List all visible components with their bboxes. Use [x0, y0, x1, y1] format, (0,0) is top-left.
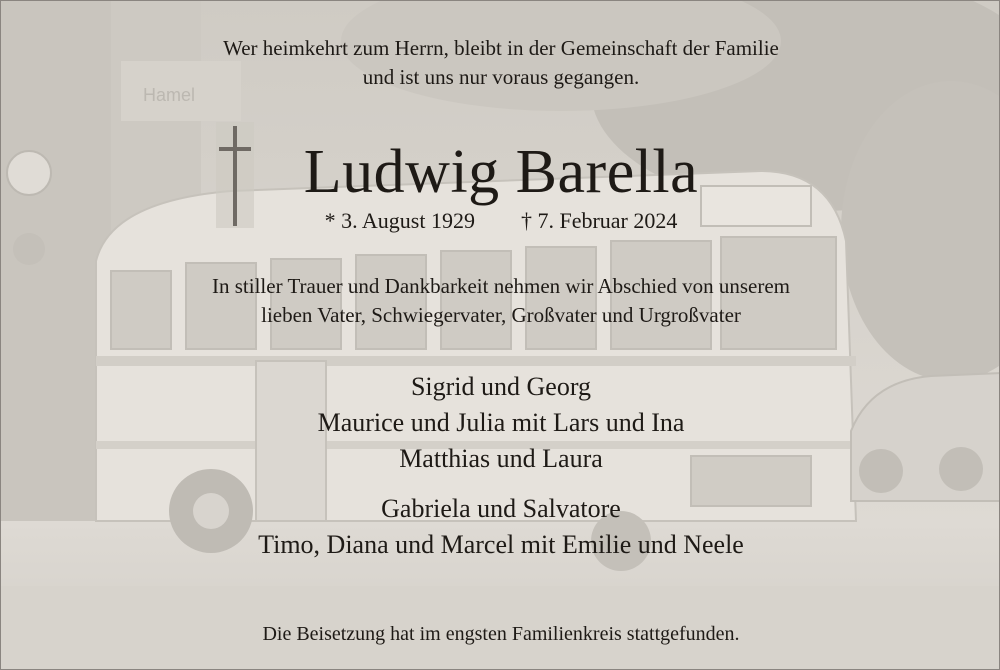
family-line: Gabriela und Salvatore: [381, 494, 621, 523]
background-sign-text: Hamel: [143, 85, 196, 105]
death-date: † 7. Februar 2024: [520, 208, 678, 233]
family-line: Maurice und Julia mit Lars und Ina: [317, 408, 685, 437]
life-dates: [1, 207, 1000, 235]
mourning-line-2: lieben Vater, Schwiegervater, Großvater und Urgroßvater: [261, 303, 741, 327]
family-line: Sigrid und Georg: [410, 372, 592, 401]
family-line: Timo, Diana und Marcel mit Emilie und Neele: [258, 530, 744, 559]
family-group-1: [1, 369, 1000, 477]
mourning-line-1: In stiller Trauer und Dankbarkeit nehmen wir Abschied von unserem: [212, 274, 790, 298]
burial-note: Die Beisetzung hat im engsten Familienkreis stattgefunden.: [262, 623, 740, 645]
quote-line-2: und ist uns nur voraus gegangen.: [362, 65, 640, 89]
family-group-2: [1, 491, 1000, 563]
opening-quote: [1, 34, 1000, 92]
family-line: Matthias und Laura: [399, 444, 603, 473]
mourning-text: [1, 272, 1000, 330]
notice-content: [1, 1, 1000, 670]
quote-line-1: Wer heimkehrt zum Herrn, bleibt in der Gemeinschaft der Familie: [223, 36, 779, 60]
deceased-name: Ludwig Barella: [303, 138, 699, 206]
birth-date: * 3. August 1929: [324, 208, 475, 233]
